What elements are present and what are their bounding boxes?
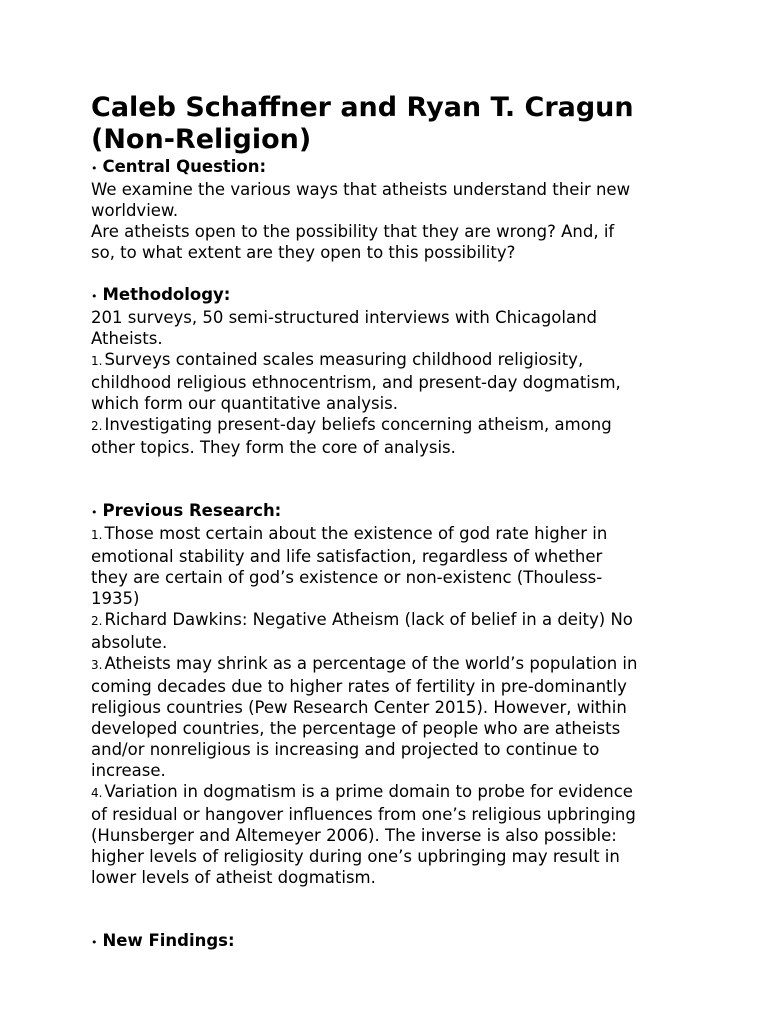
paragraph-line: Surveys contained scales measuring childhood religiosity, (104, 350, 584, 369)
paragraph-line: which form our quantitative analysis. (91, 394, 399, 413)
bullet-icon: • (91, 506, 98, 519)
spacer (91, 888, 691, 930)
paragraph-line: lower levels of atheist dogmatism. (91, 868, 376, 887)
paragraph-line: We examine the various ways that atheists understand their new (91, 180, 631, 199)
title-line-2: (Non-Religion) (91, 124, 312, 155)
paragraph-line: Atheists may shrink as a percentage of the world’s population in (104, 654, 638, 673)
paragraph-line: religious countries (Pew Research Center 2015). However, within (91, 698, 627, 717)
section-heading-new-findings: • New Findings: (91, 931, 235, 950)
paragraph-line: Variation in dogmatism is a prime domain to probe for evidence (104, 782, 633, 801)
section-methodology (91, 284, 691, 458)
paragraph-line: childhood religious ethnocentrism, and present-day dogmatism, (91, 373, 621, 392)
section-central-question (91, 156, 691, 263)
paragraph-line: increase. (91, 761, 166, 780)
paragraph-line: Investigating present-day beliefs concerning atheism, among (104, 415, 612, 434)
paragraph-line: (Hunsberger and Altemeyer 2006). The inverse is also possible: (91, 826, 617, 845)
paragraph-line: other topics. They form the core of analysis. (91, 438, 456, 457)
paragraph-line: Those most certain about the existence of god rate higher in (104, 524, 608, 543)
section-heading-previous-research: • Previous Research: (91, 501, 282, 520)
bullet-icon: • (91, 290, 98, 303)
paragraph-line: Are atheists open to the possibility that they are wrong? And, if (91, 222, 615, 241)
paragraph-line: of residual or hangover influences from one’s religious upbringing (91, 805, 636, 824)
section-new-findings (91, 930, 691, 953)
paragraph-line: 1935) (91, 589, 140, 608)
paragraph-line: higher levels of religiosity during one’s upbringing may result in (91, 847, 620, 866)
paragraph-line: worldview. (91, 201, 179, 220)
title-line-1: Caleb Schaffner and Ryan T. Cragun (91, 92, 634, 123)
paragraph-line: coming decades due to higher rates of fertility in pre-dominantly (91, 677, 627, 696)
paragraph-line: emotional stability and life satisfaction, regardless of whether (91, 547, 603, 566)
list-item (91, 349, 691, 414)
spacer (91, 263, 691, 284)
section-heading-methodology: • Methodology: (91, 285, 231, 304)
paragraph-line: Richard Dawkins: Negative Atheism (lack of belief in a deity) No (104, 610, 633, 629)
section-heading-central-question: • Central Question: (91, 157, 267, 176)
bullet-icon: • (91, 936, 98, 949)
spacer (91, 458, 691, 500)
list-item (91, 653, 691, 781)
paragraph-line: so, to what extent are they open to this possibility? (91, 243, 516, 262)
document-content (91, 92, 691, 953)
paragraph-line: Atheists. (91, 329, 163, 348)
list-item (91, 523, 691, 609)
bullet-icon: • (91, 162, 98, 175)
paragraph-line: absolute. (91, 633, 168, 652)
list-item (91, 414, 691, 458)
paragraph-line: and/or nonreligious is increasing and projected to continue to (91, 740, 600, 759)
list-item-number: 2. (91, 419, 103, 433)
section-previous-research (91, 500, 691, 888)
list-item-number: 4. (91, 786, 103, 800)
paragraph-line: they are certain of god’s existence or non-existenc (Thouless- (91, 568, 603, 587)
list-item-number: 3. (91, 658, 103, 672)
document-title (91, 92, 691, 156)
list-item (91, 609, 691, 653)
list-item-number: 1. (91, 528, 103, 542)
list-item (91, 781, 691, 888)
list-item-number: 1. (91, 354, 103, 368)
paragraph-line: developed countries, the percentage of people who are atheists (91, 719, 621, 738)
paragraph-line: 201 surveys, 50 semi-structured interviews with Chicagoland (91, 308, 598, 327)
list-item-number: 2. (91, 614, 103, 628)
